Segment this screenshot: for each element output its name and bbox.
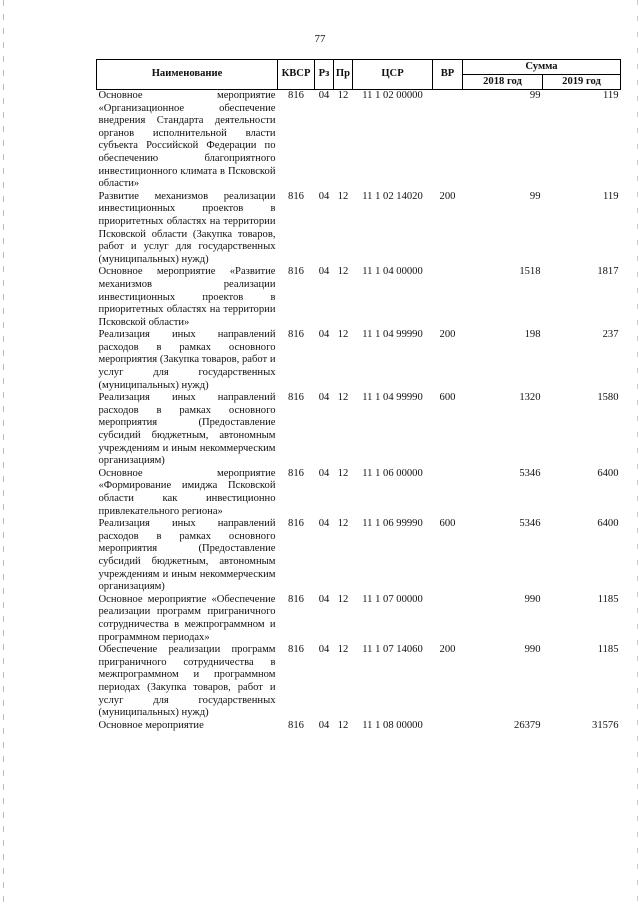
cell-sum-2019: 6400: [597, 518, 619, 530]
budget-table: [96, 59, 621, 732]
cell-name: Обеспечение реализации программ приграничного сотрудничества в межпрограммном и программном периодах (Закупка товаров, работ и услуг для государственных (муниципальных) нужд): [98, 644, 276, 719]
cell-rz: 04: [318, 467, 330, 479]
cell-name: Развитие механизмов реализации инвестиционных проектов в приоритетных областях на территории Псковской области (Закупка товаров, работ и услуг для государственных (муниципальных) нужд): [98, 190, 276, 265]
cell-sum-2018: 5346: [519, 518, 541, 530]
cell-csr: 11 1 06 00000: [362, 467, 423, 479]
cell-name: Реализация иных направлений расходов в рамках основного мероприятия (Предоставление субсидий бюджетным, автономным учреждениям и иным некоммерческим организациям): [98, 392, 276, 467]
cell-kvsr: 816: [288, 90, 304, 101]
cell-pr: 12: [337, 467, 349, 479]
cell-csr: 11 1 08 00000: [362, 719, 423, 731]
cell-pr: 12: [337, 90, 349, 101]
cell-kvsr: 816: [288, 329, 304, 341]
cell-kvsr: 816: [288, 593, 304, 605]
table-row: [97, 594, 621, 644]
cell-vr: 600: [439, 392, 456, 404]
cell-csr: 11 1 04 00000: [362, 266, 423, 278]
cell-vr: [433, 720, 463, 733]
scan-edge-left: [3, 0, 4, 905]
cell-name: Основное мероприятие «Обеспечение реализации программ приграничного сотрудничества в межпрограммном и программном периодах»: [98, 593, 276, 643]
cell-pr: 12: [337, 644, 349, 656]
cell-csr: 11 1 02 14020: [362, 190, 423, 202]
scan-edge-right: [637, 0, 638, 905]
cell-sum-2019: 31576: [592, 719, 619, 731]
cell-kvsr: 816: [288, 518, 304, 530]
cell-rz: 04: [318, 90, 330, 101]
table-row: [97, 468, 621, 518]
cell-csr: 11 1 07 00000: [362, 593, 423, 605]
header-vr: ВР: [433, 60, 463, 90]
cell-sum-2018: 1320: [519, 392, 541, 404]
table-row: [97, 644, 621, 720]
cell-pr: 12: [337, 518, 349, 530]
cell-sum-2019: 119: [603, 90, 619, 101]
cell-rz: 04: [318, 392, 330, 404]
cell-kvsr: 816: [288, 719, 304, 731]
cell-pr: 12: [337, 593, 349, 605]
cell-csr: 11 1 06 99990: [362, 518, 423, 530]
cell-vr: 600: [439, 518, 456, 530]
cell-rz: 04: [318, 593, 330, 605]
cell-vr: 200: [439, 190, 456, 202]
cell-kvsr: 816: [288, 190, 304, 202]
cell-rz: 04: [318, 719, 330, 731]
cell-sum-2018: 99: [529, 90, 541, 101]
table-row: [97, 720, 621, 733]
cell-rz: 04: [318, 644, 330, 656]
cell-sum-2018: 99: [529, 190, 541, 202]
header-csr: ЦСР: [353, 60, 433, 90]
cell-kvsr: 816: [288, 392, 304, 404]
cell-csr: 11 1 04 99990: [362, 329, 423, 341]
cell-sum-2018: 26379: [514, 719, 541, 731]
cell-name: Основное мероприятие «Формирование имиджа Псковской области как инвестиционно привлекательного региона»: [98, 467, 276, 517]
cell-sum-2018: 990: [524, 644, 541, 656]
cell-pr: 12: [337, 329, 349, 341]
cell-name: Реализация иных направлений расходов в рамках основного мероприятия (Предоставление субсидий бюджетным, автономным учреждениям и иным некоммерческим организациям): [98, 518, 276, 593]
table-row: [97, 392, 621, 468]
cell-sum-2019: 6400: [597, 467, 619, 479]
cell-vr: [433, 468, 463, 518]
table-row: [97, 266, 621, 329]
cell-kvsr: 816: [288, 266, 304, 278]
cell-rz: 04: [318, 329, 330, 341]
table-row: [97, 518, 621, 594]
cell-pr: 12: [337, 392, 349, 404]
header-kvsr: КВСР: [278, 60, 315, 90]
cell-name: Основное мероприятие: [98, 719, 204, 731]
cell-sum-2018: 5346: [519, 467, 541, 479]
table-row: [97, 90, 621, 191]
cell-name: Основное мероприятие «Организационное обеспечение внедрения Стандарта деятельности органов исполнительной власти субъекта Российской Федерации по обеспечению благоприятного инвестиционного климата в Псковской области»: [98, 90, 276, 190]
header-name: Наименование: [97, 60, 278, 90]
cell-sum-2018: 198: [524, 329, 541, 341]
cell-csr: 11 1 02 00000: [362, 90, 423, 101]
cell-sum-2019: 119: [603, 190, 619, 202]
cell-rz: 04: [318, 518, 330, 530]
header-year-2019: 2019 год: [543, 75, 621, 90]
header-year-2018: 2018 год: [463, 75, 543, 90]
cell-sum-2019: 1817: [597, 266, 619, 278]
header-rz: Рз: [315, 60, 334, 90]
cell-vr: [433, 594, 463, 644]
table-body: [97, 90, 621, 733]
cell-rz: 04: [318, 190, 330, 202]
cell-sum-2019: 237: [602, 329, 619, 341]
cell-vr: 200: [439, 329, 456, 341]
cell-kvsr: 816: [288, 644, 304, 656]
cell-sum-2018: 990: [524, 593, 541, 605]
header-sum: Сумма: [463, 60, 621, 75]
cell-kvsr: 816: [288, 467, 304, 479]
cell-csr: 11 1 07 14060: [362, 644, 423, 656]
cell-sum-2018: 1518: [519, 266, 541, 278]
cell-sum-2019: 1185: [597, 644, 619, 656]
cell-sum-2019: 1185: [597, 593, 619, 605]
table-row: [97, 329, 621, 392]
header-pr: Пр: [334, 60, 353, 90]
cell-vr: [433, 90, 463, 191]
cell-pr: 12: [337, 266, 349, 278]
cell-vr: [433, 266, 463, 329]
cell-pr: 12: [337, 719, 349, 731]
cell-pr: 12: [337, 190, 349, 202]
cell-rz: 04: [318, 266, 330, 278]
table-row: [97, 191, 621, 267]
page-number: 77: [314, 33, 326, 45]
cell-name: Реализация иных направлений расходов в рамках основного мероприятия (Закупка товаров, работ и услуг для государственных (муниципальных) нужд): [98, 329, 276, 391]
cell-vr: 200: [439, 644, 456, 656]
cell-sum-2019: 1580: [597, 392, 619, 404]
cell-csr: 11 1 04 99990: [362, 392, 423, 404]
cell-name: Основное мероприятие «Развитие механизмов реализации инвестиционных проектов в приоритетных областях на территории Псковской области»: [98, 266, 276, 328]
